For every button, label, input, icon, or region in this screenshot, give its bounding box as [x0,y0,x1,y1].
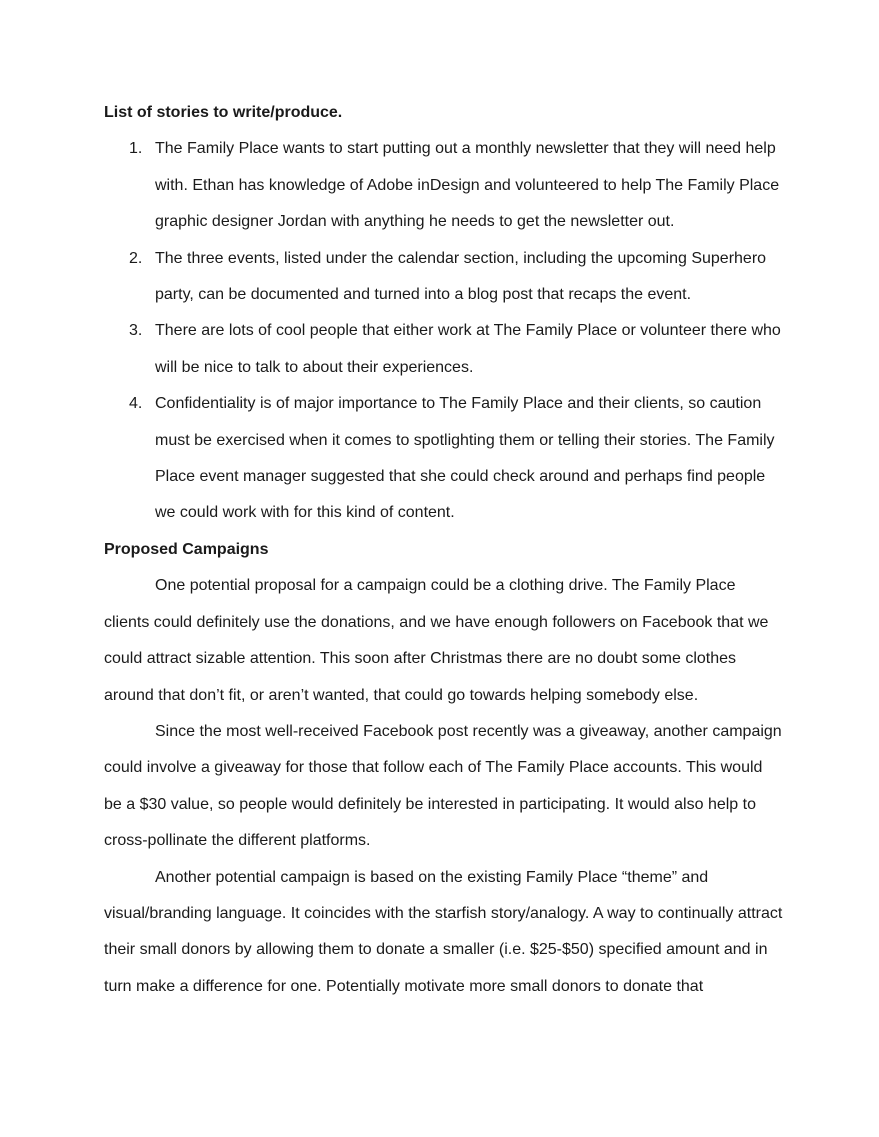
campaign-paragraph: Since the most well-received Facebook post recently was a giveaway, another campaign could involve a giveaway for those that follow each of The Family Place accounts. This would be a $30 value, so people would definitely be interested in participating. It would also help to cross-pollinate the different platforms. [104,722,782,850]
story-number: 2. [129,249,143,267]
story-number: 1. [129,140,143,158]
story-text: Confidentiality is of major importance to The Family Place and their clients, so caution must be exercised when it comes to spotlighting them or telling their stories. The Family Place event manager suggested that she could check around and perhaps find people we could work with for this kind of content. [155,395,775,522]
story-number: 3. [129,322,143,340]
campaigns-heading: Proposed Campaigns [104,540,269,558]
story-number: 4. [129,395,143,413]
story-item [104,386,784,532]
story-item [104,131,784,240]
story-item [104,313,784,386]
document-body [104,95,784,1005]
campaign-paragraph: Another potential campaign is based on the existing Family Place “theme” and visual/branding language. It coincides with the starfish story/analogy. A way to continually attract their small donors by allowing them to donate a smaller (i.e. $25-$50) specified amount and in turn make a difference for one. Potentially motivate more small donors to donate that [104,868,783,995]
story-item [104,241,784,314]
story-text: The Family Place wants to start putting out a monthly newsletter that they will need help with. Ethan has knowledge of Adobe inDesign and volunteered to help The Family Place graphic designer Jordan with anything he needs to get the newsletter out. [155,140,780,231]
stories-list [104,131,784,531]
story-text: The three events, listed under the calendar section, including the upcoming Superhero party, can be documented and turned into a blog post that recaps the event. [155,249,767,304]
story-text: There are lots of cool people that either work at The Family Place or volunteer there who will be nice to talk to about their experiences. [155,322,781,376]
campaign-paragraph: One potential proposal for a campaign could be a clothing drive. The Family Place clients could definitely use the donations, and we have enough followers on Facebook that we could attract sizable attention. This soon after Christmas there are no doubt some clothes around that don’t fit, or aren’t wanted, that could go towards helping somebody else. [104,577,769,704]
stories-heading: List of stories to write/produce. [104,104,343,121]
